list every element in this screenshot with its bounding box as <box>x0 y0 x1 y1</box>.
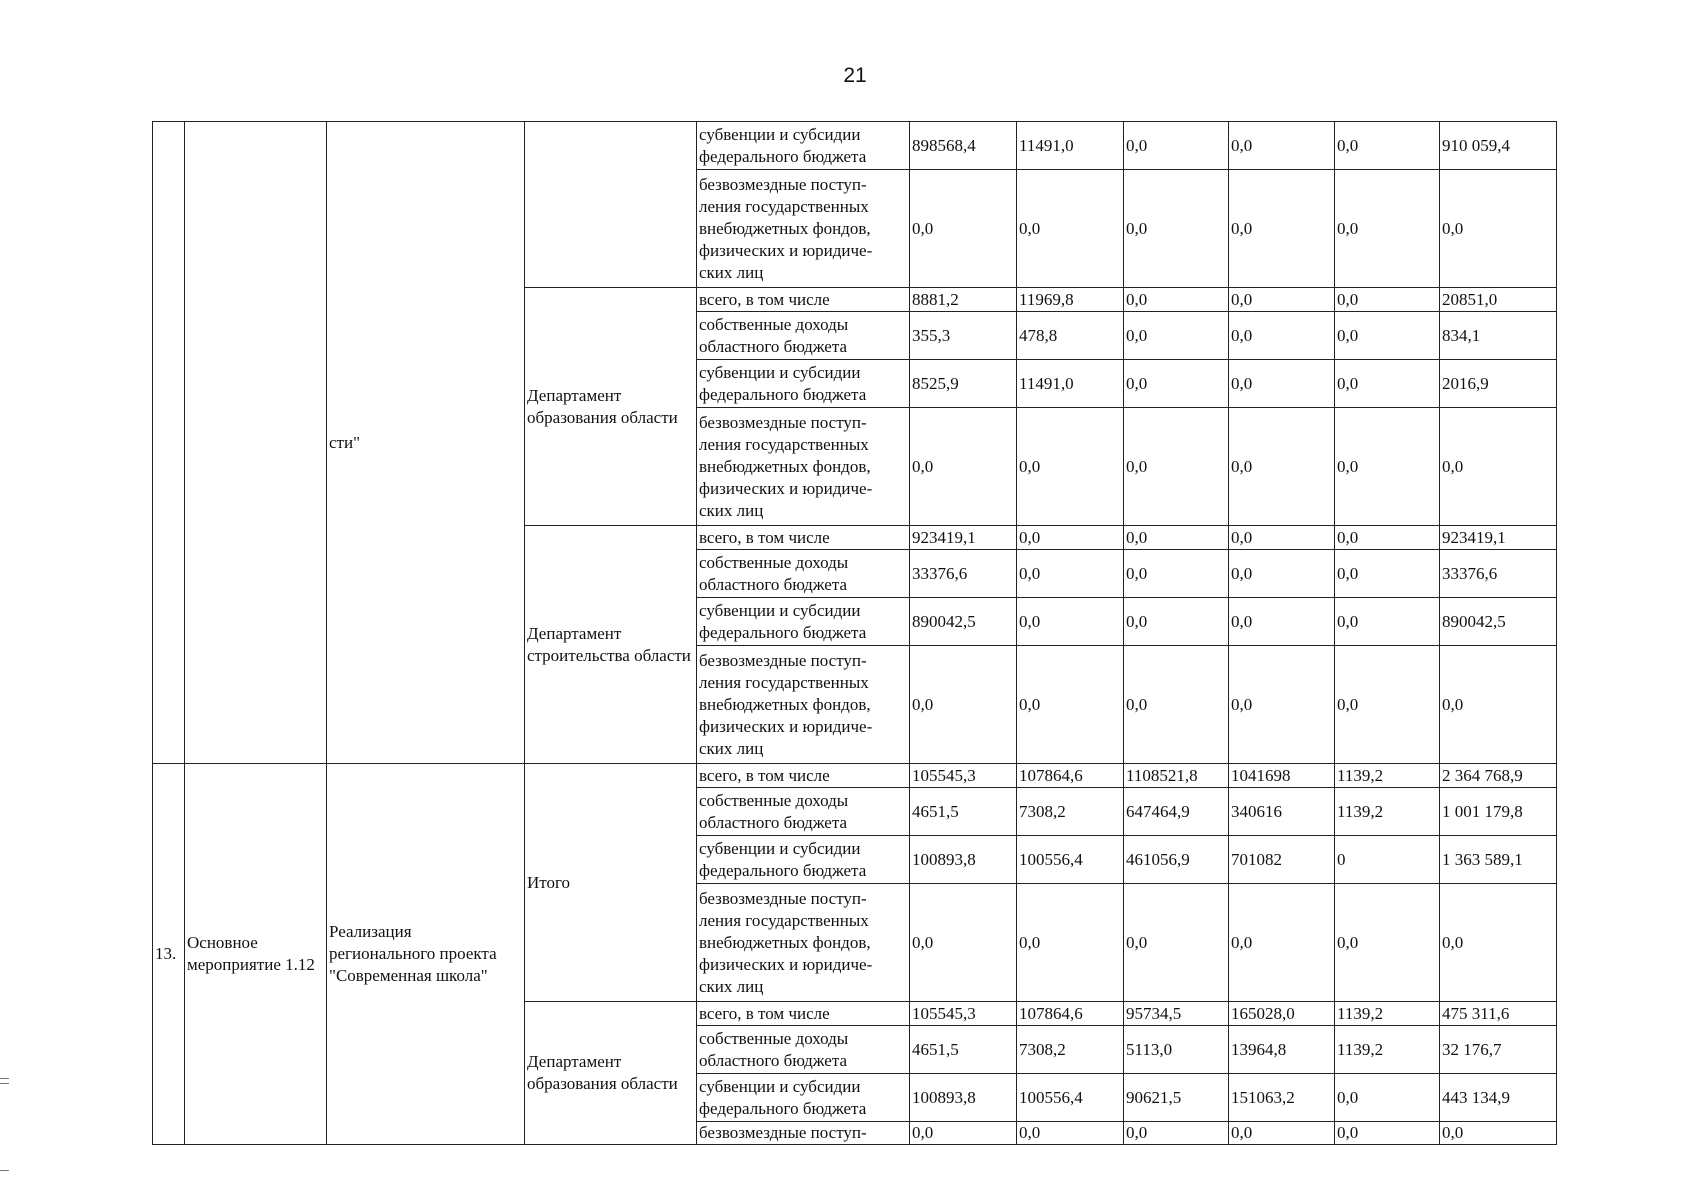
value-cell: 0,0 <box>1017 646 1124 764</box>
value-cell: 0,0 <box>1124 288 1229 312</box>
value-cell: 33376,6 <box>910 550 1017 598</box>
event-cell <box>185 122 327 764</box>
executor-cell: Департамент образования области <box>525 1002 697 1145</box>
value-cell: 0,0 <box>1124 360 1229 408</box>
total-cell: 443 134,9 <box>1440 1074 1557 1122</box>
value-cell: 1139,2 <box>1335 1026 1440 1074</box>
value-cell: 0,0 <box>910 884 1017 1002</box>
value-cell: 0,0 <box>1335 598 1440 646</box>
scan-crop-mark <box>0 1170 9 1171</box>
funding-source: безвозмездные поступ- ления государственных внебюджетных фондов, физических и юридиче- ских лиц <box>697 408 910 526</box>
funding-source: субвенции и субсидии федерального бюджета <box>697 598 910 646</box>
total-cell: 0,0 <box>1440 408 1557 526</box>
funding-source: субвенции и субсидии федерального бюджета <box>697 836 910 884</box>
value-cell: 0,0 <box>1229 526 1335 550</box>
value-cell: 0,0 <box>1124 122 1229 170</box>
budget-table <box>152 121 1557 1145</box>
value-cell: 0,0 <box>1124 550 1229 598</box>
executor-cell: Итого <box>525 764 697 1002</box>
funding-source: всего, в том числе <box>697 764 910 788</box>
value-cell: 1139,2 <box>1335 1002 1440 1026</box>
value-cell: 0,0 <box>1229 884 1335 1002</box>
page-number: 21 <box>843 64 867 87</box>
value-cell: 0,0 <box>1124 1122 1229 1145</box>
funding-source: собственные доходы областного бюджета <box>697 1026 910 1074</box>
value-cell: 0,0 <box>1124 598 1229 646</box>
value-cell: 95734,5 <box>1124 1002 1229 1026</box>
funding-source: всего, в том числе <box>697 288 910 312</box>
value-cell: 0,0 <box>1229 550 1335 598</box>
project-name-cell: Реализация регионального проекта "Современная школа" <box>327 764 525 1145</box>
funding-source: безвозмездные поступ- ления государственных внебюджетных фондов, физических и юридиче- ских лиц <box>697 884 910 1002</box>
value-cell: 0,0 <box>1229 312 1335 360</box>
funding-source: собственные доходы областного бюджета <box>697 550 910 598</box>
funding-source: собственные доходы областного бюджета <box>697 788 910 836</box>
total-cell: 1 363 589,1 <box>1440 836 1557 884</box>
value-cell: 0 <box>1335 836 1440 884</box>
value-cell: 107864,6 <box>1017 764 1124 788</box>
value-cell: 701082 <box>1229 836 1335 884</box>
value-cell: 0,0 <box>1335 1122 1440 1145</box>
total-cell: 1 001 179,8 <box>1440 788 1557 836</box>
value-cell: 13964,8 <box>1229 1026 1335 1074</box>
value-cell: 0,0 <box>1335 312 1440 360</box>
value-cell: 8881,2 <box>910 288 1017 312</box>
value-cell: 11491,0 <box>1017 360 1124 408</box>
value-cell: 0,0 <box>1335 408 1440 526</box>
value-cell: 0,0 <box>1124 408 1229 526</box>
scan-crop-mark <box>0 1078 9 1079</box>
value-cell: 100893,8 <box>910 1074 1017 1122</box>
total-cell: 910 059,4 <box>1440 122 1557 170</box>
value-cell: 0,0 <box>1229 360 1335 408</box>
value-cell: 100893,8 <box>910 836 1017 884</box>
value-cell: 11969,8 <box>1017 288 1124 312</box>
value-cell: 0,0 <box>1229 646 1335 764</box>
value-cell: 0,0 <box>1017 408 1124 526</box>
value-cell: 898568,4 <box>910 122 1017 170</box>
value-cell: 0,0 <box>1229 288 1335 312</box>
total-cell: 475 311,6 <box>1440 1002 1557 1026</box>
value-cell: 340616 <box>1229 788 1335 836</box>
value-cell: 105545,3 <box>910 764 1017 788</box>
value-cell: 0,0 <box>1017 598 1124 646</box>
value-cell: 0,0 <box>1124 312 1229 360</box>
value-cell: 7308,2 <box>1017 1026 1124 1074</box>
value-cell: 0,0 <box>1335 550 1440 598</box>
total-cell: 20851,0 <box>1440 288 1557 312</box>
funding-source: безвозмездные поступ- ления государственных внебюджетных фондов, физических и юридиче- ских лиц <box>697 646 910 764</box>
value-cell: 7308,2 <box>1017 788 1124 836</box>
value-cell: 105545,3 <box>910 1002 1017 1026</box>
total-cell: 0,0 <box>1440 170 1557 288</box>
value-cell: 100556,4 <box>1017 836 1124 884</box>
value-cell: 4651,5 <box>910 788 1017 836</box>
value-cell: 1108521,8 <box>1124 764 1229 788</box>
executor-cell <box>525 122 697 288</box>
table-row <box>153 764 1557 788</box>
value-cell: 0,0 <box>1229 598 1335 646</box>
total-cell: 2 364 768,9 <box>1440 764 1557 788</box>
value-cell: 0,0 <box>1124 526 1229 550</box>
funding-source: всего, в том числе <box>697 526 910 550</box>
total-cell: 890042,5 <box>1440 598 1557 646</box>
value-cell: 1041698 <box>1229 764 1335 788</box>
funding-source: субвенции и субсидии федерального бюджета <box>697 1074 910 1122</box>
total-cell: 0,0 <box>1440 646 1557 764</box>
value-cell: 0,0 <box>1017 1122 1124 1145</box>
funding-source: субвенции и субсидии федерального бюджета <box>697 360 910 408</box>
value-cell: 0,0 <box>1335 122 1440 170</box>
value-cell: 923419,1 <box>910 526 1017 550</box>
total-cell: 834,1 <box>1440 312 1557 360</box>
value-cell: 0,0 <box>1229 122 1335 170</box>
total-cell: 923419,1 <box>1440 526 1557 550</box>
value-cell: 90621,5 <box>1124 1074 1229 1122</box>
value-cell: 5113,0 <box>1124 1026 1229 1074</box>
table-row <box>153 122 1557 170</box>
funding-source: субвенции и субсидии федерального бюджета <box>697 122 910 170</box>
value-cell: 0,0 <box>1124 646 1229 764</box>
value-cell: 890042,5 <box>910 598 1017 646</box>
value-cell: 8525,9 <box>910 360 1017 408</box>
value-cell: 0,0 <box>1335 360 1440 408</box>
value-cell: 11491,0 <box>1017 122 1124 170</box>
total-cell: 33376,6 <box>1440 550 1557 598</box>
value-cell: 0,0 <box>910 1122 1017 1145</box>
value-cell: 0,0 <box>1229 170 1335 288</box>
funding-source: безвозмездные поступ- ления государственных внебюджетных фондов, физических и юридиче- ских лиц <box>697 170 910 288</box>
value-cell: 0,0 <box>910 408 1017 526</box>
value-cell: 478,8 <box>1017 312 1124 360</box>
value-cell: 0,0 <box>1017 526 1124 550</box>
total-cell: 32 176,7 <box>1440 1026 1557 1074</box>
value-cell: 0,0 <box>1335 170 1440 288</box>
value-cell: 0,0 <box>1124 170 1229 288</box>
value-cell: 0,0 <box>1124 884 1229 1002</box>
funding-source: всего, в том числе <box>697 1002 910 1026</box>
scan-crop-mark <box>0 1083 9 1084</box>
value-cell: 0,0 <box>1017 550 1124 598</box>
value-cell: 0,0 <box>1335 884 1440 1002</box>
value-cell: 100556,4 <box>1017 1074 1124 1122</box>
total-cell: 2016,9 <box>1440 360 1557 408</box>
value-cell: 1139,2 <box>1335 764 1440 788</box>
executor-cell: Департамент строительства области <box>525 526 697 764</box>
funding-source: безвозмездные поступ- <box>697 1122 910 1145</box>
project-name-cell: сти" <box>327 122 525 764</box>
value-cell: 647464,9 <box>1124 788 1229 836</box>
value-cell: 461056,9 <box>1124 836 1229 884</box>
value-cell: 0,0 <box>1335 526 1440 550</box>
value-cell: 0,0 <box>1335 1074 1440 1122</box>
event-cell: Основное мероприятие 1.12 <box>185 764 327 1145</box>
value-cell: 165028,0 <box>1229 1002 1335 1026</box>
row-number-cell: 13. <box>153 764 185 1145</box>
value-cell: 0,0 <box>1017 170 1124 288</box>
value-cell: 0,0 <box>1229 1122 1335 1145</box>
value-cell: 0,0 <box>1017 884 1124 1002</box>
funding-source: собственные доходы областного бюджета <box>697 312 910 360</box>
value-cell: 107864,6 <box>1017 1002 1124 1026</box>
value-cell: 4651,5 <box>910 1026 1017 1074</box>
total-cell: 0,0 <box>1440 1122 1557 1145</box>
value-cell: 355,3 <box>910 312 1017 360</box>
value-cell: 1139,2 <box>1335 788 1440 836</box>
row-number-cell <box>153 122 185 764</box>
value-cell: 0,0 <box>1229 408 1335 526</box>
value-cell: 0,0 <box>910 170 1017 288</box>
value-cell: 0,0 <box>1335 288 1440 312</box>
executor-cell: Департамент образования области <box>525 288 697 526</box>
total-cell: 0,0 <box>1440 884 1557 1002</box>
value-cell: 0,0 <box>910 646 1017 764</box>
value-cell: 0,0 <box>1335 646 1440 764</box>
value-cell: 151063,2 <box>1229 1074 1335 1122</box>
